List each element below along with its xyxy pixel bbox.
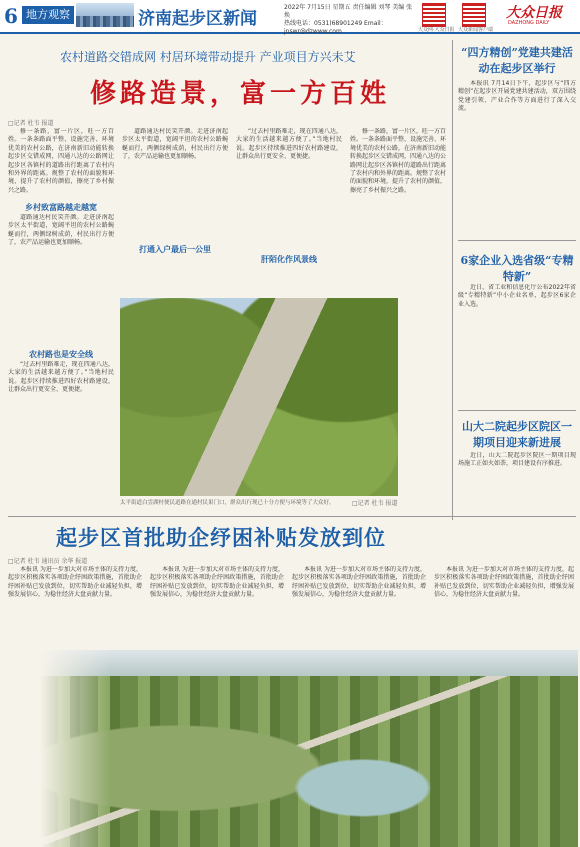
second-column: 本报讯 为进一步加大对市场主体的支持力度，起步区积极落实各项助企纾困政策措施，首批助企纾困补贴已发放到位，切实帮助企业减轻负担，增强发展信心，为稳住经济大盘贡献力量。 (292, 566, 426, 599)
lead-column: 道路通达村民笑开颜。走进济南起步区太平街道，宽阔平坦的农村公路蜿蜒而行，两侧绿树成荫，村民出行方便了，农产品运输也更加顺畅。 (8, 214, 114, 247)
second-byline: □记者 杜韦 通讯员 余华 报道 (8, 558, 88, 565)
lead-column: 道路通达村民笑开颜。走进济南起步区太平街道，宽阔平坦的农村公路蜿蜒而行，两侧绿树成荫，村民出行方便了，农产品运输也更加顺畅。 (122, 128, 228, 161)
masthead (0, 0, 580, 34)
sidebar-story-text: 近日，省工业和信息化厅公布2022年省级“专精特新”中小企业名单，起步区6家企业入选。 (458, 284, 576, 308)
second-column: 本报讯 为进一步加大对市场主体的支持力度，起步区积极落实各项助企纾困政策措施，首批助企纾困补贴已发放到位，切实帮助企业减轻负担，增强发展信心，为稳住经济大盘贡献力量。 (150, 566, 284, 599)
lead-column: 修一条路，富一片区，旺一方百姓。一条条路面平整、设施完善、环境优美的农村公路，在济南新旧动能转换起步区交错成网，四通八达的公路网让起步区各镇村的道路出行距离了农村内和外界的距离。规整了农村的面貌和环境，提升了农村的颜值，擦亮了乡村振兴之路。 (8, 128, 114, 194)
newspaper-logo-sub: DAZHONG DAILY (508, 20, 550, 26)
subhead: 肝陌化作风景线 (261, 255, 317, 264)
page-number: 6 (4, 4, 18, 28)
aerial-landscape-photo (40, 650, 578, 847)
subhead: 打通入户最后一公里 (139, 245, 211, 254)
lead-title: 修路造景，富一方百姓 (90, 79, 391, 109)
qr-caption: 大众网·大众日报 (418, 27, 455, 33)
photo-caption: 太平街道白雲湖村便民道路在通村民果门口，群众出行现已十分方便与环境等了大众好。 (120, 500, 335, 506)
lead-column: 修一条路，富一片区，旺一方百姓。一条条路面平整、设施完善、环境优美的农村公路，在济南新旧动能转换起步区交错成网，四通八达的公路网让起步区各镇村的道路出行距离了农村内和外界的距离。规整了农村的面貌和环境，提升了农村的颜值，擦亮了乡村振兴之路。 (350, 128, 446, 194)
story-divider (458, 410, 576, 411)
subhead: 农村路也是安全线 (29, 350, 93, 359)
sidebar-story-text: 近日，山大二院起步区院区一期项目现场施工正如火如荼，项目建设有序推进。 (458, 452, 576, 468)
section-divider (8, 516, 576, 517)
issue-date-line: 2022年 7月15日 星期五 责任编辑 刘琴 美编 张焕 (284, 4, 413, 19)
subhead: 乡村致富路越走越宽 (25, 203, 97, 212)
city-skyline-image (76, 3, 134, 27)
lead-column: “过去村里路难走，现在四通八达，大家的生活越来越方便了。”当地村民说。起步区持续推进四好农村路建设，让群众出行更安全、更便捷。 (8, 361, 114, 394)
sidebar-story-title: 6家企业入选省级“专精特新” (460, 254, 574, 283)
sidebar-story-title: 山大二院起步区院区一期项目迎来新进展 (462, 420, 572, 449)
qr-code-icon (462, 3, 486, 27)
section-tab: 地方观察 (22, 6, 74, 24)
sidebar-story-text: 本报讯 7月14日下午，起步区与“四方精创”在起步区开展党建共建活动，双方围绕党建引领、产业合作等方面进行了深入交流。 (458, 80, 576, 113)
newspaper-logo: 大众日报 (506, 5, 562, 21)
second-column: 本报讯 为进一步加大对市场主体的支持力度，起步区积极落实各项助企纾困政策措施，首批助企纾困补贴已发放到位，切实帮助企业减轻负担，增强发展信心，为稳住经济大盘贡献力量。 (8, 566, 142, 599)
page-name: 济南起步区新闻 (138, 9, 257, 29)
lead-byline: □记者 杜韦 报道 (8, 120, 54, 127)
lead-subtitle: 农村道路交错成网 村居环境带动提升 产业项目方兴未艾 (60, 50, 356, 64)
issue-info (284, 4, 414, 36)
second-column: 本报讯 为进一步加大对市场主体的支持力度，起步区积极落实各项助企纾困政策措施，首批助企纾困补贴已发放到位，切实帮助企业减轻负担，增强发展信心，为稳住经济大盘贡献力量。 (434, 566, 574, 599)
column-divider (452, 40, 453, 520)
story-divider (458, 240, 576, 241)
qr-code-icon (422, 3, 446, 27)
qr-caption: 大众新闻客户端 (458, 27, 494, 33)
photo-fade (40, 650, 110, 847)
country-road-photo (120, 298, 398, 496)
photo-credit: □记者 杜韦 报道 (352, 500, 398, 507)
sidebar-story-title: “四方精创”党建共建活动在起步区举行 (461, 46, 573, 75)
lead-column: “过去村里路难走，现在四通八达，大家的生活越来越方便了。”当地村民说。起步区持续推进四好农村路建设，让群众出行更安全、更便捷。 (236, 128, 342, 161)
issue-contact-line: 热线电话：0531)68901249 Email：jnswr@dzwww.com (284, 20, 387, 35)
second-headline: 起步区首批助企纾困补贴发放到位 (56, 525, 386, 550)
